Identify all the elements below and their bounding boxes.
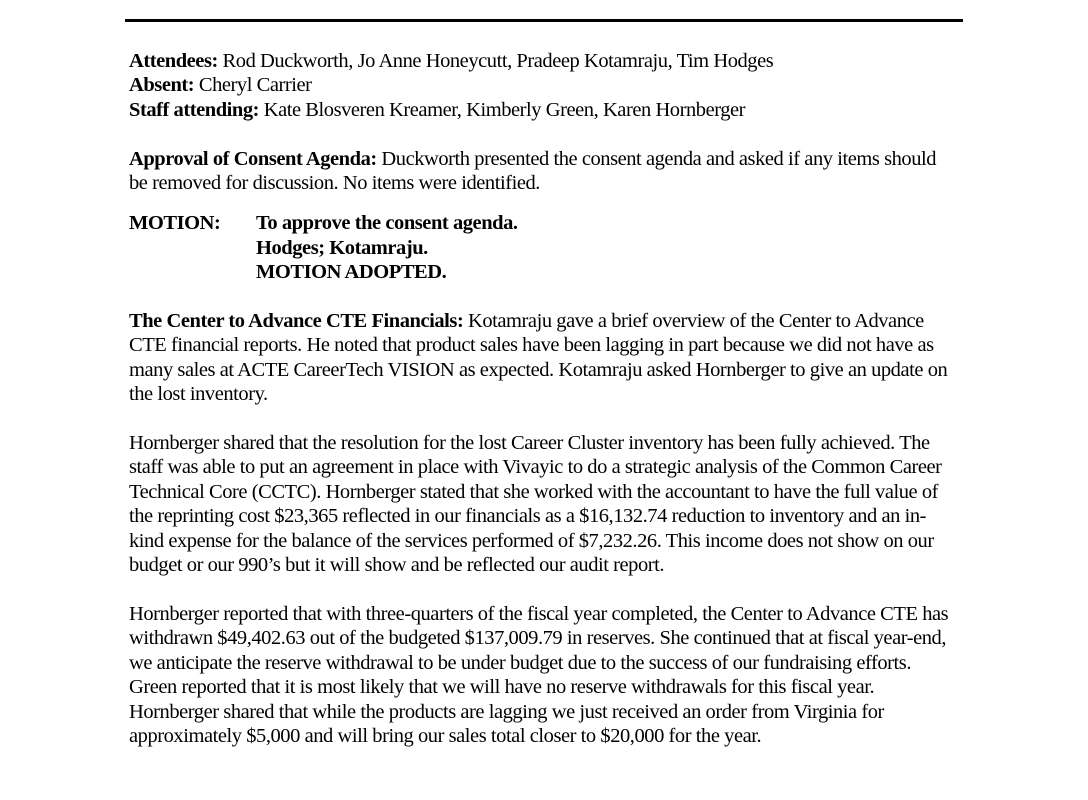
motion-result: MOTION ADOPTED. (256, 261, 447, 284)
consent-body: Duckworth presented the consent agenda and asked if any items should be removed for discussion. No items were identified. (129, 147, 937, 195)
consent-paragraph (129, 147, 959, 196)
attendees-line (129, 49, 959, 73)
inventory-paragraph: Hornberger shared that the resolution for the lost Career Cluster inventory has been fully achieved. The staff was able to put an agreement in place with Vivayic to do a strategic analysis of the Common Career Technical Core (CCTC). Hornberger stated that she worked with the accountant to have the full value of the reprinting cost $23,365 reflected in our financials as a $16,132.74 reduction to inventory and an in-kind expense for the balance of the services performed of $7,232.26. This income does not show on our budget or our 990’s but it will show and be reflected our audit report. (129, 432, 942, 577)
staff-value: Kate Blosveren Kreamer, Kimberly Green, Karen Hornberger (259, 98, 746, 121)
document-body (129, 49, 959, 748)
reserves-paragraph: Hornberger reported that with three-quarters of the fiscal year completed, the Center to Advance CTE has withdrawn $49,402.63 out of the budgeted $137,009.79 in reserves. She continued that at fiscal year-end, we anticipate the reserve withdrawal to be under budget due to the success of our fundraising efforts. Green reported that it is most likely that we will have no reserve withdrawals for this fiscal year. Hornberger shared that while the products are lagging we just received an order from Virginia for approximately $5,000 and will bring our sales total closer to $20,000 for the year. (129, 602, 949, 747)
attendees-label: Attendees: (129, 50, 218, 72)
motion-movers: Hodges; Kotamraju. (256, 236, 428, 259)
attendees-value: Rod Duckworth, Jo Anne Honeycutt, Pradeep Kotamraju, Tim Hodges (217, 50, 774, 72)
motion-label: MOTION: (129, 212, 221, 235)
absent-value: Cheryl Carrier (194, 74, 312, 97)
staff-label: Staff attending: (129, 98, 260, 121)
financials-heading: The Center to Advance CTE Financials: (129, 310, 464, 333)
absent-line (129, 73, 959, 97)
staff-line (129, 98, 959, 122)
motion-block (129, 211, 959, 284)
consent-heading: Approval of Consent Agenda: (129, 147, 377, 170)
absent-label: Absent: (129, 74, 195, 97)
financials-paragraph (129, 309, 959, 407)
motion-text: To approve the consent agenda. (256, 212, 518, 235)
financials-body: Kotamraju gave a brief overview of the Center to Advance CTE financial reports. He noted that product sales have been lagging in part because we did not have as many sales at ACTE CareerTech VISION as expected. Kotamraju asked Hornberger to give an update on the lost inventory. (129, 310, 948, 406)
header-rule (125, 19, 963, 22)
